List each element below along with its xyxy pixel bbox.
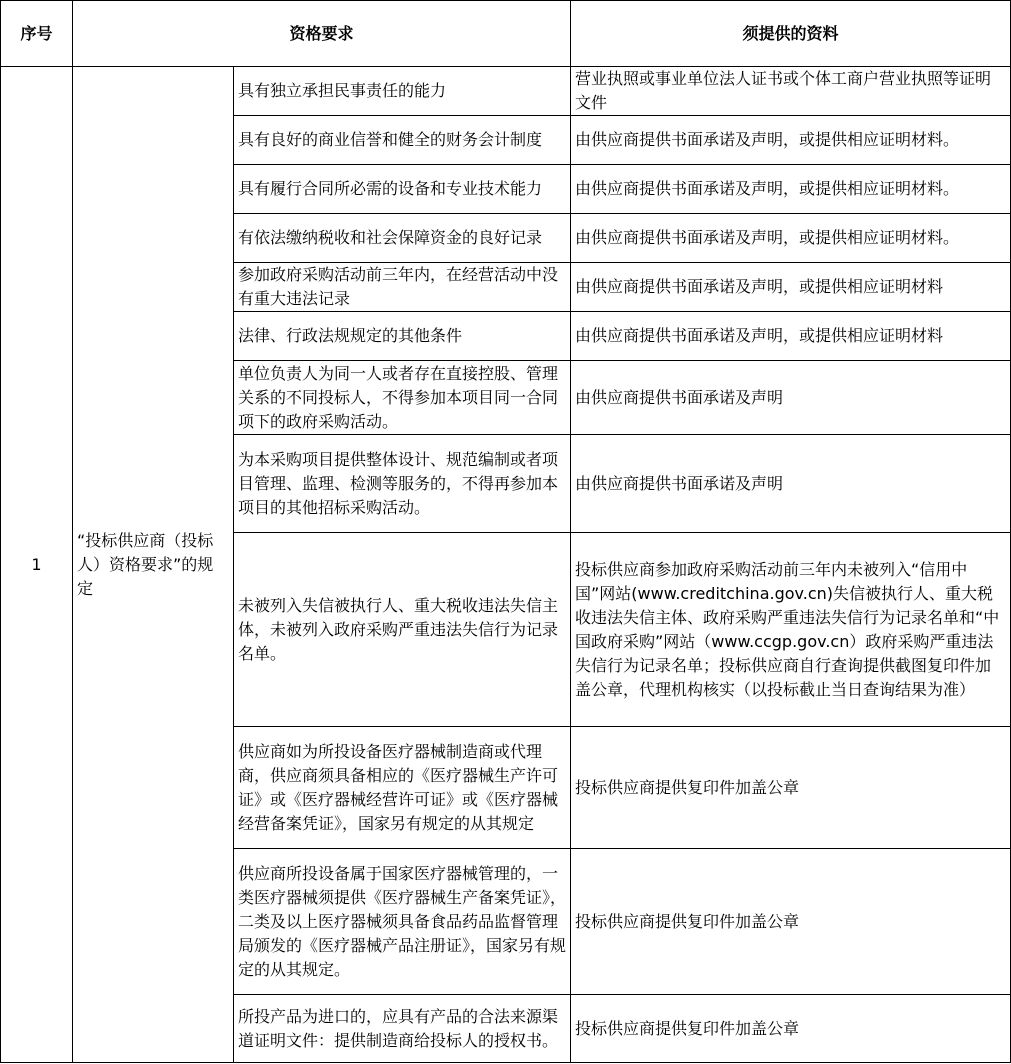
documents-cell: 投标供应商提供复印件加盖公章: [571, 727, 1011, 849]
documents-cell: 由供应商提供书面承诺及声明，或提供相应证明材料。: [571, 116, 1011, 165]
header-documents: 须提供的资料: [571, 1, 1011, 67]
requirement-cell: 具有良好的商业信誉和健全的财务会计制度: [234, 116, 571, 165]
header-row: [1, 1, 1011, 67]
requirement-cell: 有依法缴纳税收和社会保障资金的良好记录: [234, 214, 571, 263]
documents-cell: 由供应商提供书面承诺及声明，或提供相应证明材料: [571, 312, 1011, 361]
documents-cell: 由供应商提供书面承诺及声明，或提供相应证明材料。: [571, 165, 1011, 214]
requirement-cell: 为本采购项目提供整体设计、规范编制或者项目管理、监理、检测等服务的，不得再参加本项目的其他招标采购活动。: [234, 435, 571, 533]
table-row: [1, 67, 1011, 116]
header-seq: 序号: [1, 1, 73, 67]
documents-cell: 由供应商提供书面承诺及声明: [571, 361, 1011, 435]
documents-cell: 投标供应商提供复印件加盖公章: [571, 995, 1011, 1063]
requirement-cell: 供应商如为所投设备医疗器械制造商或代理商，供应商须具备相应的《医疗器械生产许可证》或《医疗器械经营许可证》或《医疗器械经营备案凭证》，国家另有规定的从其规定: [234, 727, 571, 849]
documents-cell: 投标供应商提供复印件加盖公章: [571, 849, 1011, 995]
seq-number: 1: [1, 67, 73, 1063]
requirement-cell: 所投产品为进口的，应具有产品的合法来源渠道证明文件：提供制造商给投标人的授权书。: [234, 995, 571, 1063]
requirement-cell: 具有履行合同所必需的设备和专业技术能力: [234, 165, 571, 214]
documents-cell: 由供应商提供书面承诺及声明，或提供相应证明材料: [571, 263, 1011, 312]
documents-cell: 营业执照或事业单位法人证书或个体工商户营业执照等证明文件: [571, 67, 1011, 116]
documents-cell: 由供应商提供书面承诺及声明: [571, 435, 1011, 533]
requirement-cell: 法律、行政法规规定的其他条件: [234, 312, 571, 361]
scope-label: “投标供应商（投标人）资格要求”的规定: [73, 67, 234, 1063]
requirement-cell: 供应商所投设备属于国家医疗器械管理的，一类医疗器械须提供《医疗器械生产备案凭证》，二类及以上医疗器械须具备食品药品监督管理局颁发的《医疗器械产品注册证》，国家另有规定的从其规定。: [234, 849, 571, 995]
requirement-cell: 具有独立承担民事责任的能力: [234, 67, 571, 116]
requirement-cell: 单位负责人为同一人或者存在直接控股、管理关系的不同投标人，不得参加本项目同一合同项下的政府采购活动。: [234, 361, 571, 435]
requirement-cell: 参加政府采购活动前三年内，在经营活动中没有重大违法记录: [234, 263, 571, 312]
documents-cell: 由供应商提供书面承诺及声明，或提供相应证明材料。: [571, 214, 1011, 263]
requirement-cell: 未被列入失信被执行人、重大税收违法失信主体，未被列入政府采购严重违法失信行为记录名单。: [234, 533, 571, 727]
documents-cell: 投标供应商参加政府采购活动前三年内未被列入“信用中国”网站(www.creditchina.gov.cn)失信被执行人、重大税收违法失信主体、政府采购严重违法失信行为记录名单和“中国政府采购”网站（www.ccgp.gov.cn）政府采购严重违法失信行为记录名单；投标供应商自行查询提供截图复印件加盖公章，代理机构核实（以投标截止当日查询结果为准）: [571, 533, 1011, 727]
header-requirement: 资格要求: [73, 1, 571, 67]
